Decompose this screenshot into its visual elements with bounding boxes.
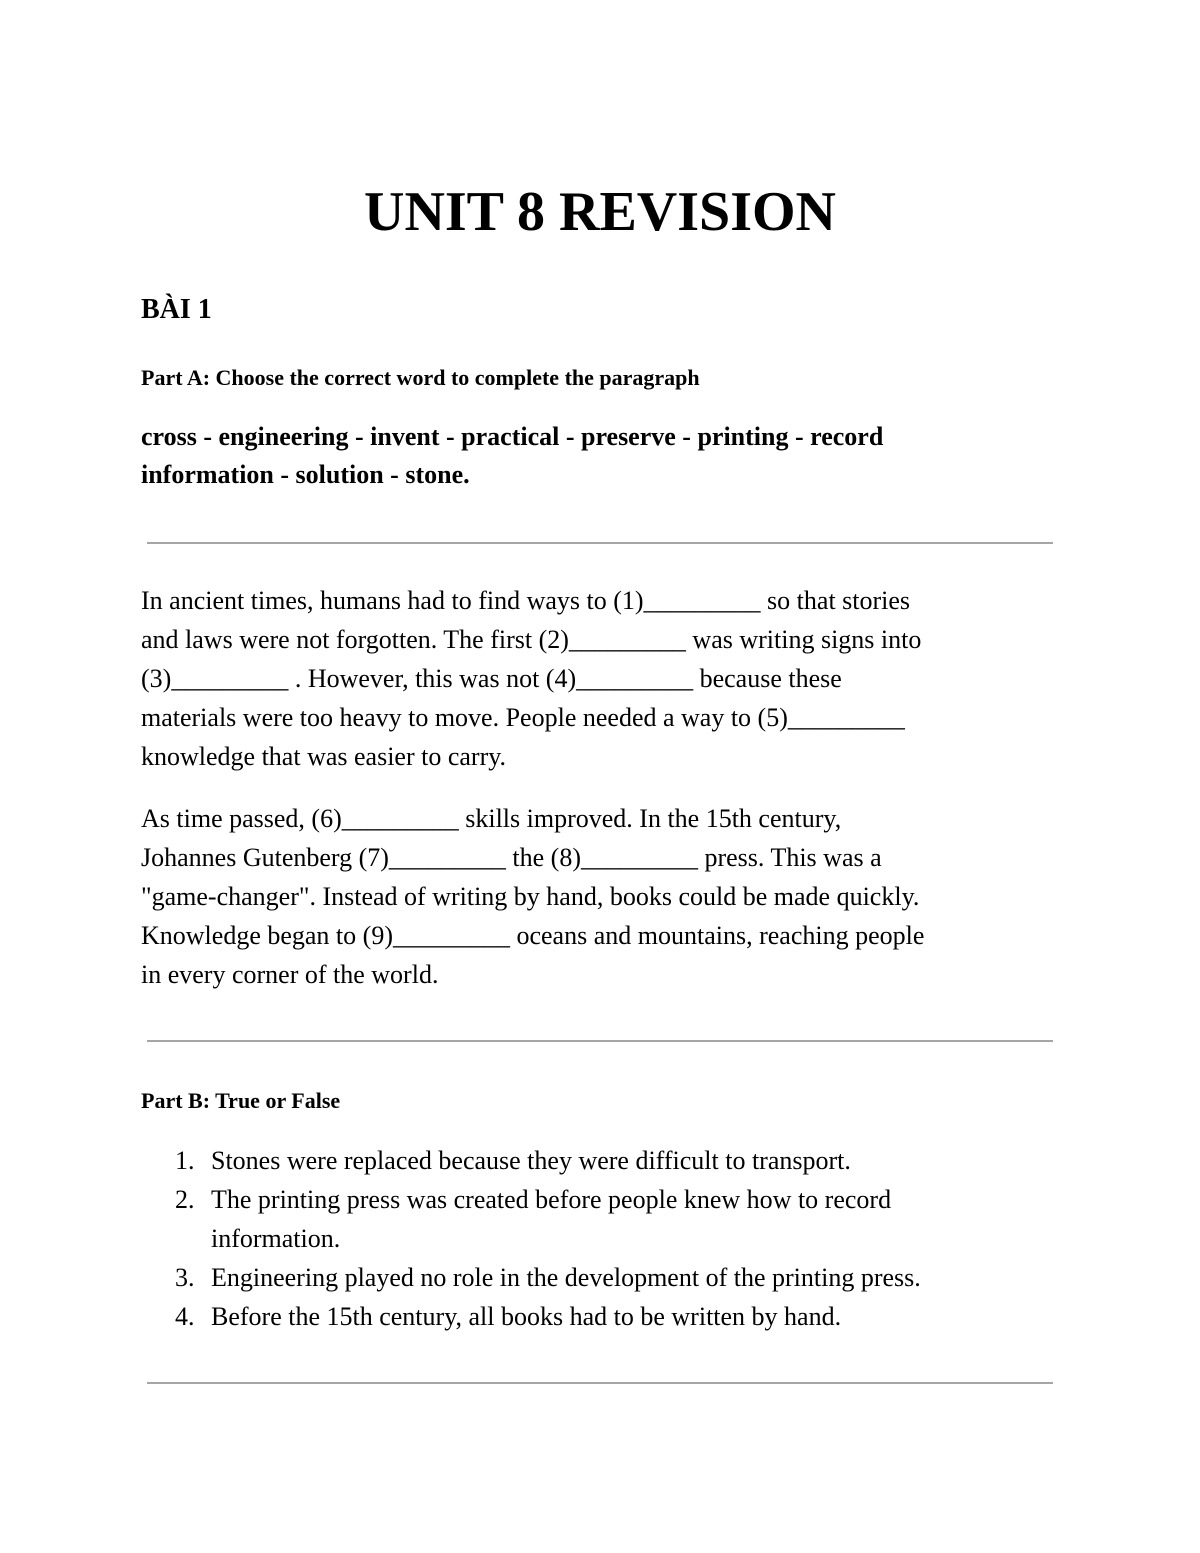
paragraph-1 [141,581,1061,776]
word-bank-line: information - solution - stone. [141,460,470,489]
divider [147,1382,1053,1384]
item-line: The printing press was created before people knew how to record [211,1185,892,1214]
paragraph-line: (3)_________ . However, this was not (4)_________ because these [141,664,842,693]
list-item [141,1180,1061,1258]
item-text [211,1297,1061,1336]
item-line: Before the 15th century, all books had to be written by hand. [211,1302,842,1331]
paragraph-line: In ancient times, humans had to find ways to (1)_________ so that stories [141,586,911,615]
paragraph-line: Knowledge began to (9)_________ oceans and mountains, reaching people [141,921,925,950]
paragraph-line: and laws were not forgotten. The first (2)_________ was writing signs into [141,625,922,654]
section-heading: BÀI 1 [141,294,212,325]
paragraph-line: in every corner of the world. [141,960,439,989]
item-text [211,1180,1061,1258]
divider [147,1040,1053,1042]
item-number: 3. [175,1263,195,1292]
paragraph-2 [141,799,1061,994]
paragraph-line: materials were too heavy to move. People needed a way to (5)_________ [141,703,905,732]
item-number: 1. [175,1146,195,1175]
list-item [141,1141,1061,1180]
list-item [141,1258,1061,1297]
item-line: Stones were replaced because they were difficult to transport. [211,1146,851,1175]
item-line: information. [211,1224,341,1253]
paragraph-line: As time passed, (6)_________ skills improved. In the 15th century, [141,804,842,833]
item-number: 2. [175,1185,195,1214]
item-line: Engineering played no role in the development of the printing press. [211,1263,921,1292]
paragraph-line: Johannes Gutenberg (7)_________ the (8)_________ press. This was a [141,843,882,872]
item-text [211,1141,1061,1180]
item-text [211,1258,1061,1297]
paragraph-line: "game-changer". Instead of writing by hand, books could be made quickly. [141,882,920,911]
divider [147,542,1053,544]
page-title: UNIT 8 REVISION [364,181,836,243]
true-false-list [141,1141,1061,1336]
list-item [141,1297,1061,1336]
part-b-heading: Part B: True or False [141,1088,341,1113]
word-bank-line: cross - engineering - invent - practical - preserve - printing - record [141,422,884,451]
part-a-heading: Part A: Choose the correct word to complete the paragraph [141,365,700,390]
paragraph-line: knowledge that was easier to carry. [141,742,507,771]
word-bank [141,418,1051,494]
item-number: 4. [175,1302,195,1331]
